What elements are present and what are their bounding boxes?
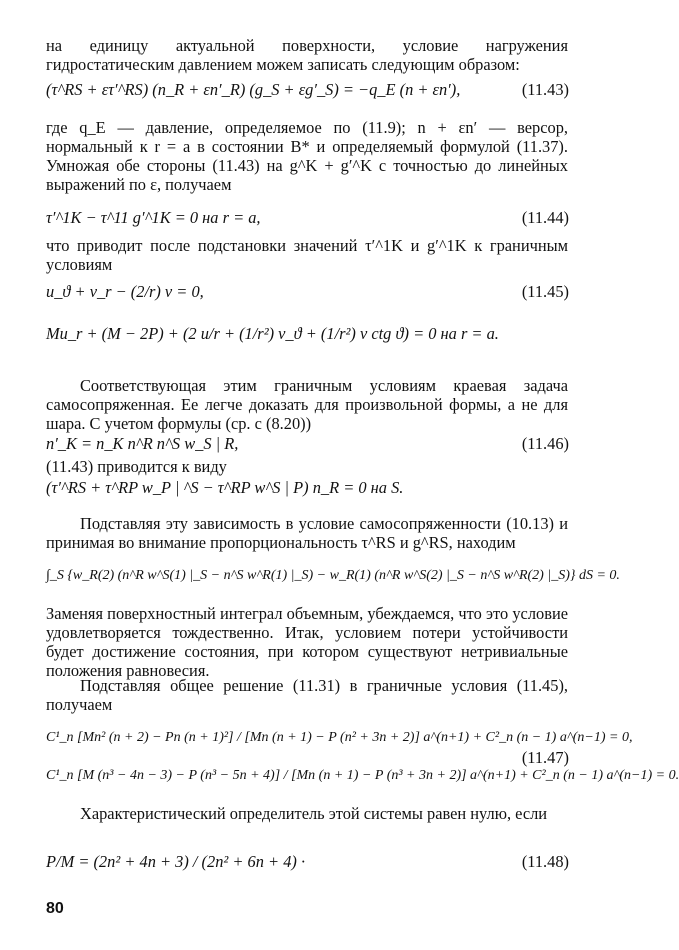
equation-11-48: P/M = (2n² + 4n + 3) / (2n² + 6n + 4) · [46, 852, 306, 871]
equation-number: (11.46) [521, 434, 569, 453]
page-number: 80 [46, 900, 64, 917]
equation-11-45-second: Mu_r + (M − 2P) + (2 u/r + (1/r²) v_ϑ + (1/r²) v ctg ϑ) = 0 на r = a. [46, 324, 499, 343]
paragraph: что приводит после подстановки значений τ′^1K и g′^1K к граничным условиям [46, 236, 568, 274]
equation-number: (11.44) [521, 208, 569, 227]
equation-boundary: (τ′^RS + τ^RP w_P | ^S − τ^RP w^S | P) n_R = 0 на S. [46, 478, 404, 497]
equation-11-45: u_ϑ + v_r − (2/r) v = 0, [46, 282, 204, 301]
equation-integral: ∫_S {w_R(2) (n^R w^S(1) |_S − n^S w^R(1) |_S) − w_R(1) (n^R w^S(2) |_S − n^S w^R(2) |_S)} dS = 0. [46, 568, 620, 583]
paragraph: Соответствующая этим граничным условиям краевая задача самосопряженная. Ее легче доказать для произвольной формы, а не для шара. С учетом формулы (ср. с (8.20)) [46, 376, 568, 433]
paragraph: Заменяя поверхностный интеграл объемным, убеждаемся, что это условие удовлетворяется тождественно. Итак, условием потери устойчивости будет достижение состояния, при котором существуют нетривиальные положения равновесия. [46, 604, 568, 680]
paragraph: Подставляя общее решение (11.31) в граничные условия (11.45), получаем [46, 676, 568, 714]
equation-number: (11.45) [521, 282, 569, 301]
paragraph: на единицу актуальной поверхности, условие нагружения гидростатическим давлением можем записать следующим образом: [46, 36, 568, 74]
equation-number: (11.43) [521, 80, 569, 99]
paragraph: (11.43) приводится к виду [46, 457, 227, 476]
equation-11-47-first: C¹_n [Mn² (n + 2) − Pn (n + 1)²] / [Mn (n + 1) − P (n² + 3n + 2)] a^(n+1) + C²_n (n − 1) a^(n−1) = 0, [46, 730, 633, 745]
equation-number: (11.48) [521, 852, 569, 871]
paragraph: Характеристический определитель этой системы равен нулю, если [80, 804, 548, 823]
paragraph: Подставляя эту зависимость в условие самосопряженности (10.13) и принимая во внимание пропорциональность τ^RS и g^RS, находим [46, 514, 568, 552]
equation-11-46: n′_K = n_K n^R n^S w_S | R, [46, 434, 239, 453]
equation-11-44: τ′^1K − τ^11 g′^1K = 0 на r = a, [46, 208, 261, 227]
paragraph: где q_E — давление, определяемое по (11.9); n + εn′ — версор, нормальный к r = a в состоянии B* и определяемый формулой (11.37). Умножая обе стороны (11.43) на g^K + g′^K с точностью до линейных выражений по ε, получаем [46, 118, 568, 194]
equation-11-43: (τ^RS + ετ′^RS) (n_R + εn′_R) (g_S + εg′_S) = −q_E (n + εn′), [46, 80, 461, 99]
equation-11-47-second: C¹_n [M (n³ − 4n − 3) − P (n³ − 5n + 4)] / [Mn (n + 1) − P (n³ + 3n + 2)] a^(n+1) + C²_n (n − 1) a^(n−1) = 0. [46, 768, 679, 783]
equation-number: (11.47) [521, 748, 569, 767]
